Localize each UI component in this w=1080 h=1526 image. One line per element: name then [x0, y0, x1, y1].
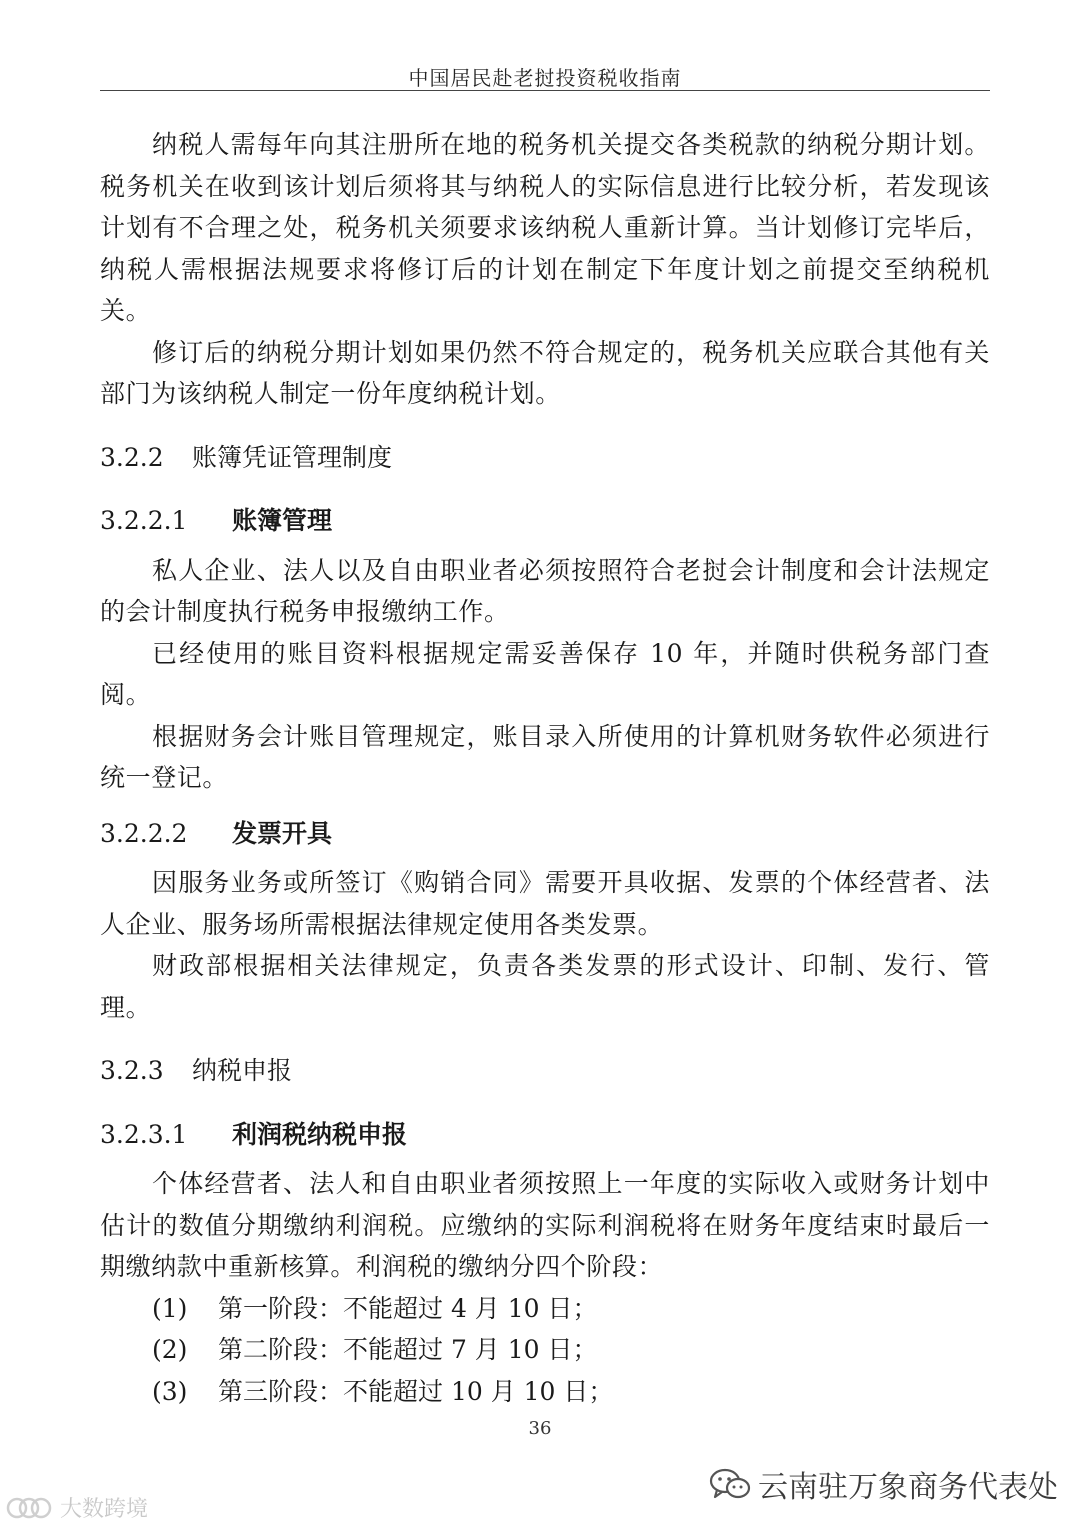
page-number: 36: [528, 1418, 552, 1439]
section-number: 3.2.3.1: [100, 1119, 188, 1149]
page-header-title: 中国居民赴老挝投资税收指南: [408, 66, 682, 90]
wechat-icon: [708, 1466, 752, 1502]
section-heading-3-2-2-1: [100, 500, 990, 542]
section-title: 利润税纳税申报: [232, 1119, 408, 1149]
watermark-brand: [4, 1492, 148, 1523]
section-number: 3.2.2: [100, 442, 164, 472]
list-item-index: (2): [152, 1335, 188, 1364]
list-item-text: 第三阶段：不能超过 10 月 10 日；: [218, 1376, 614, 1406]
section-heading-3-2-3: [100, 1050, 990, 1092]
paragraph: 根据财务会计账目管理规定，账目录入所使用的计算机财务软件必须进行统一登记。: [100, 721, 990, 792]
paragraph: 财政部根据相关法律规定，负责各类发票的形式设计、印制、发行、管理。: [100, 951, 990, 1022]
watermark-account-text: 云南驻万象商务代表处: [758, 1470, 1058, 1505]
watermark-account: [708, 1462, 1058, 1506]
header-divider: [100, 90, 990, 91]
section-number: 3.2.3: [100, 1056, 164, 1085]
paragraph: 已经使用的账目资料根据规定需妥善保存 10 年，并随时供税务部门查阅。: [100, 638, 990, 709]
section-number: 3.2.2.2: [100, 818, 188, 848]
list-item: [100, 1329, 990, 1371]
list-item: [100, 1288, 990, 1330]
section-number: 3.2.2.1: [100, 506, 188, 535]
document-body: [100, 124, 990, 1412]
paragraph: 修订后的纳税分期计划如果仍然不符合规定的，税务机关应联合其他有关部门为该纳税人制定一份年度纳税计划。: [100, 337, 990, 408]
section-title: 发票开具: [232, 818, 333, 848]
paragraph: 纳税人需每年向其注册所在地的税务机关提交各类税款的纳税分期计划。税务机关在收到该计划后须将其与纳税人的实际信息进行比较分析，若发现该计划有不合理之处，税务机关须要求该纳税人重新计算。当计划修订完毕后，纳税人需根据法规要求将修订后的计划在制定下年度计划之前提交至纳税机关。: [100, 130, 990, 325]
paragraph: 私人企业、法人以及自由职业者必须按照符合老挝会计制度和会计法规定的会计制度执行税务申报缴纳工作。: [100, 555, 990, 626]
section-title: 纳税申报: [192, 1056, 293, 1085]
section-heading-3-2-2: [100, 437, 990, 479]
paragraph: 因服务业务或所签订《购销合同》需要开具收据、发票的个体经营者、法人企业、服务场所需根据法律规定使用各类发票。: [100, 868, 990, 939]
paragraph: 个体经营者、法人和自由职业者须按照上一年度的实际收入或财务计划中估计的数值分期缴纳利润税。应缴纳的实际利润税将在财务年度结束时最后一期缴纳款中重新核算。利润税的缴纳分四个阶段：: [100, 1169, 990, 1281]
brand-logo-icon: [4, 1495, 56, 1521]
list-item: [100, 1371, 990, 1413]
section-heading-3-2-3-1: [100, 1114, 990, 1156]
list-item-text: 第二阶段：不能超过 7 月 10 日；: [218, 1335, 598, 1364]
list-item-index: (3): [152, 1376, 188, 1406]
section-title: 账簿凭证管理制度: [192, 442, 393, 472]
watermark-brand-text: 大数跨境: [60, 1497, 149, 1522]
section-heading-3-2-2-2: [100, 813, 990, 855]
section-title: 账簿管理: [232, 506, 333, 535]
list-item-text: 第一阶段：不能超过 4 月 10 日；: [218, 1293, 598, 1323]
list-item-index: (1): [152, 1293, 188, 1323]
